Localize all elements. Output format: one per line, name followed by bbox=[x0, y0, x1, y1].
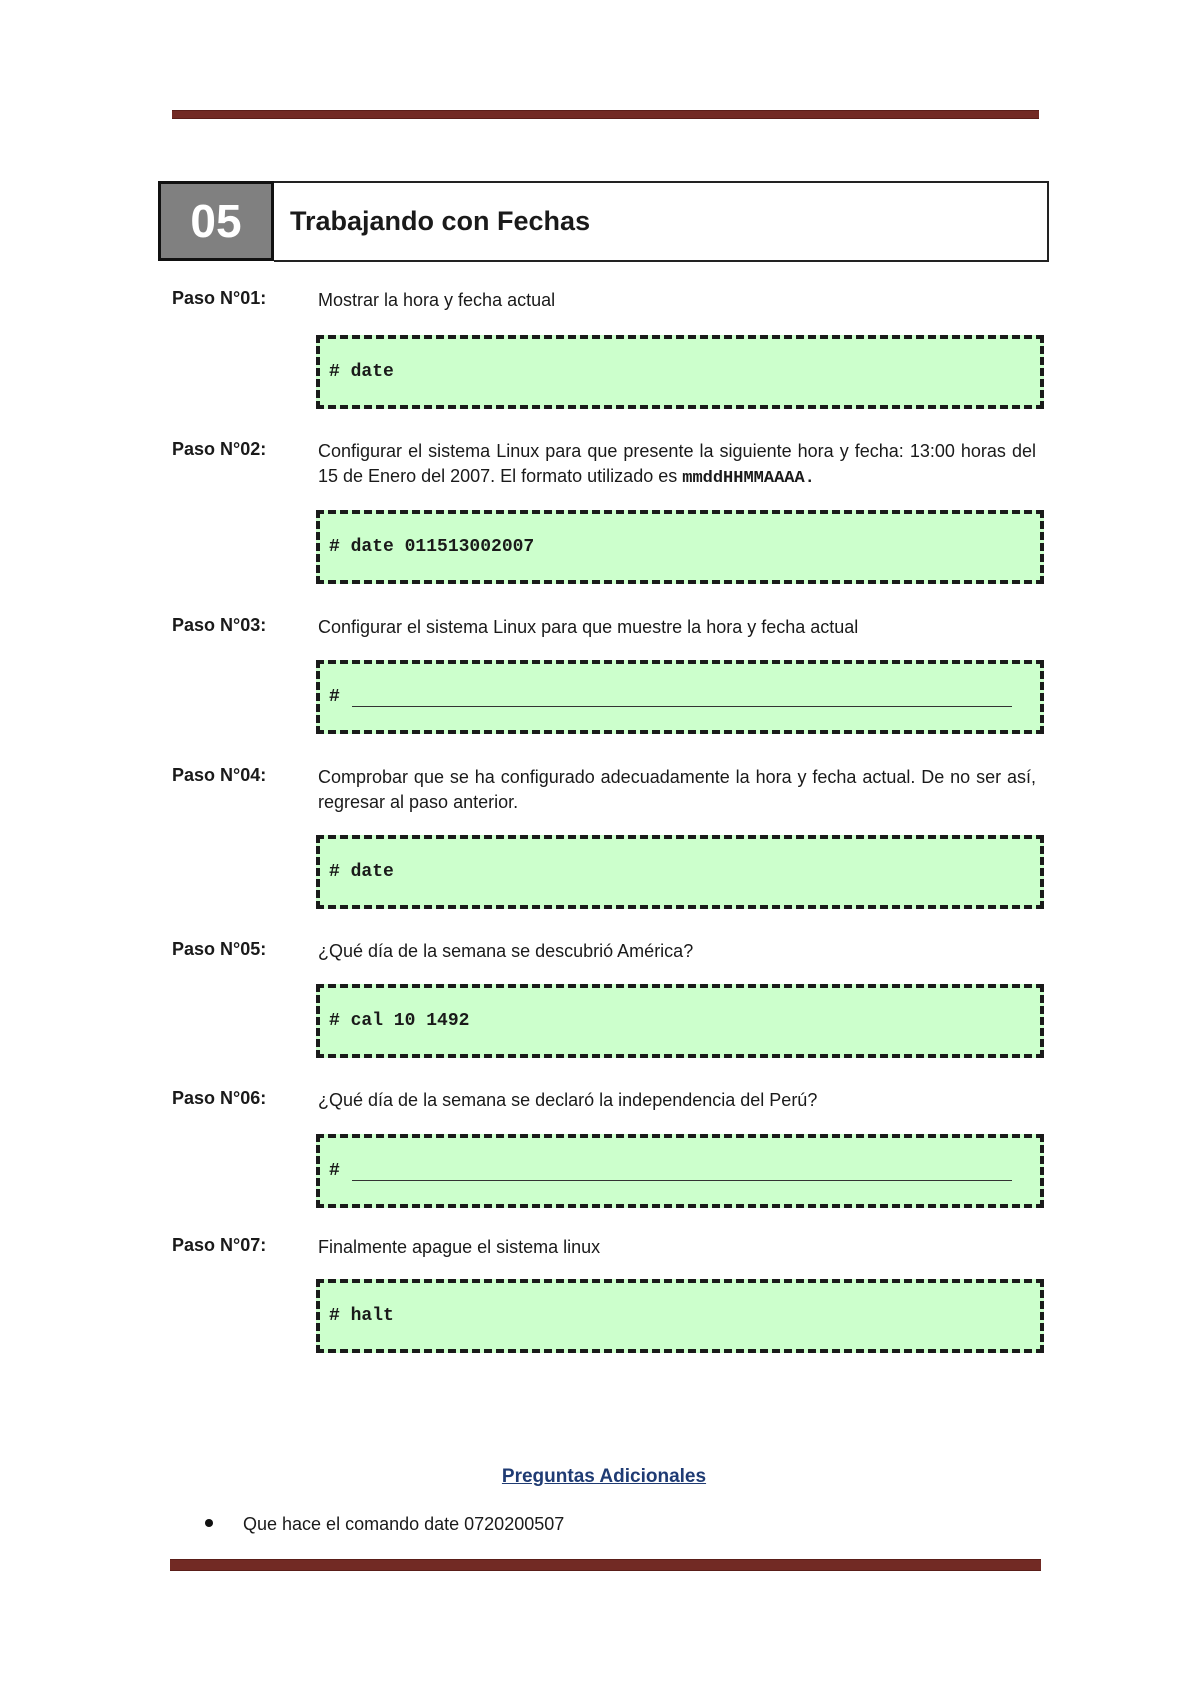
step-7-command: # halt bbox=[329, 1306, 394, 1326]
step-3-command: # bbox=[329, 687, 340, 707]
step-2-label: Paso N°02: bbox=[172, 439, 267, 459]
step-6-command: # bbox=[329, 1161, 340, 1181]
additional-questions-title: Preguntas Adicionales bbox=[501, 1466, 707, 1487]
step-6-text: ¿Qué día de la semana se declaró la independencia del Perú? bbox=[318, 1090, 818, 1110]
step-5-command-box bbox=[316, 984, 1044, 1058]
step-4-command: # date bbox=[329, 862, 394, 882]
chapter-header bbox=[158, 181, 1049, 264]
step-6-answer-blank[interactable] bbox=[352, 1162, 1012, 1181]
step-6-command-box bbox=[316, 1134, 1044, 1208]
step-3-text: Configurar el sistema Linux para que muestre la hora y fecha actual bbox=[318, 617, 859, 637]
step-2-text bbox=[318, 439, 1036, 491]
step-3-label: Paso N°03: bbox=[172, 615, 267, 635]
additional-question-text: Que hace el comando date 0720200507 bbox=[243, 1514, 565, 1534]
step-5-label: Paso N°05: bbox=[172, 939, 267, 959]
step-1-command: # date bbox=[329, 362, 394, 382]
additional-question-item bbox=[205, 1514, 564, 1535]
step-5-text: ¿Qué día de la semana se descubrió América? bbox=[318, 941, 694, 961]
step-3-answer-blank[interactable] bbox=[352, 688, 1012, 707]
step-3-command-box bbox=[316, 660, 1044, 734]
header-rule bbox=[172, 110, 1039, 119]
step-1-text: Mostrar la hora y fecha actual bbox=[318, 290, 556, 310]
step-4-text: Comprobar que se ha configurado adecuadamente la hora y fecha actual. De no ser así, regresar al paso anterior. bbox=[318, 767, 1036, 812]
step-7-command-box bbox=[316, 1279, 1044, 1353]
chapter-title: Trabajando con Fechas bbox=[274, 181, 1049, 262]
footer-rule bbox=[170, 1559, 1041, 1571]
step-4-label: Paso N°04: bbox=[172, 765, 267, 785]
chapter-number: 05 bbox=[158, 181, 274, 261]
step-6-label: Paso N°06: bbox=[172, 1088, 267, 1108]
step-4-command-box bbox=[316, 835, 1044, 909]
step-1-command-box bbox=[316, 335, 1044, 409]
step-1-label: Paso N°01: bbox=[172, 288, 267, 308]
step-7-label: Paso N°07: bbox=[172, 1235, 267, 1255]
step-7-text: Finalmente apague el sistema linux bbox=[318, 1237, 601, 1257]
step-2-command-box bbox=[316, 510, 1044, 584]
step-2-description: Configurar el sistema Linux para que presente la siguiente hora y fecha: 13:00 horas del 15 de Enero del 2007. El formato utilizado es bbox=[318, 441, 1036, 486]
step-5-command: # cal 10 1492 bbox=[329, 1011, 470, 1031]
step-2-format: mmddHHMMAAAA. bbox=[682, 469, 815, 488]
step-2-command: # date 011513002007 bbox=[329, 537, 535, 557]
bullet-icon bbox=[205, 1519, 213, 1527]
